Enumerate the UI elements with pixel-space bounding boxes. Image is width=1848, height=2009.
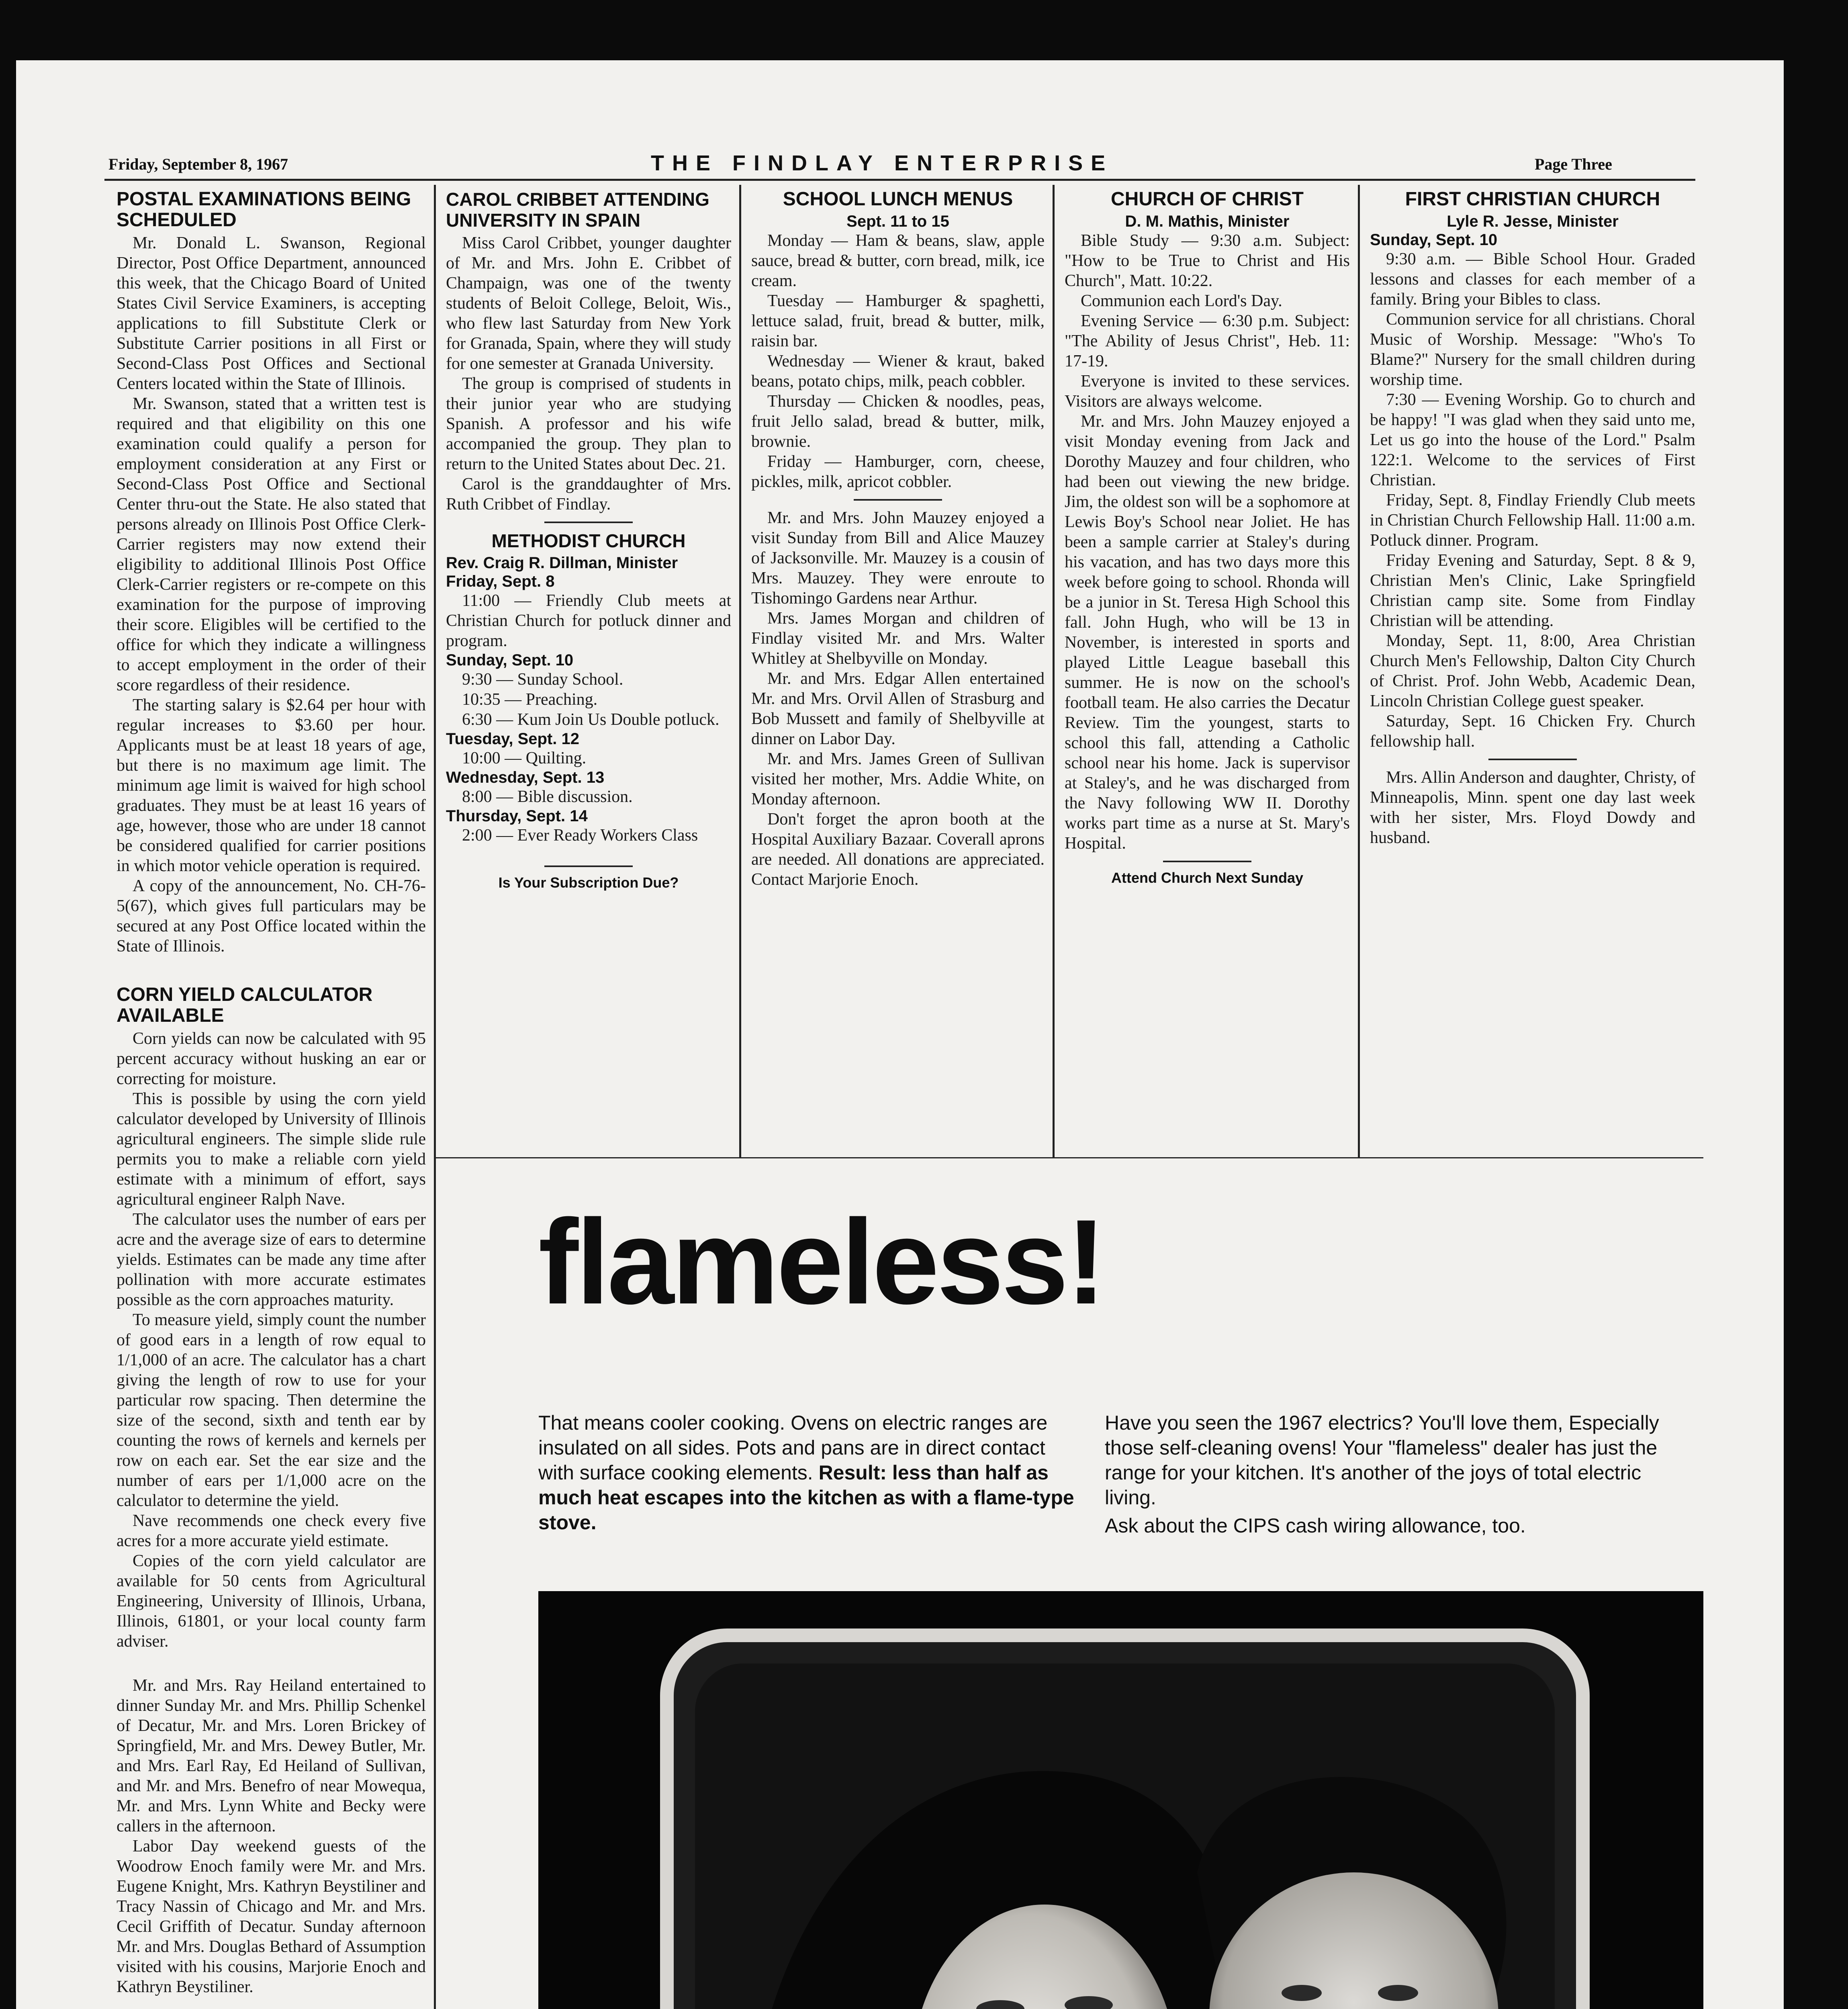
methodist-headline: METHODIST CHURCH — [491, 530, 686, 551]
column-5 — [1370, 189, 1695, 1153]
corn-para: The calculator uses the number of ears per acre and the average size of ears to determine yields. Estimates can be made any time after pollination with more accurate estimates possible as the corn approaches maturity. — [117, 1210, 426, 1309]
church-para: Everyone is invited to these services. Visitors are always welcome. — [1065, 372, 1350, 411]
column-rule — [739, 185, 741, 1157]
social-para: Labor Day weekend guests of the Woodrow Enoch family were Mr. and Mrs. Eugene Knight, Mrs. Kathryn Beystiliner and Tracy Nassin of Chicago and Mr. and Mrs. Cecil Griffith of Decatur. Sunday afternoon Mr. and Mrs. Douglas Bethard of Assumption visited with his cousins, Marjorie Enoch and Kathryn Beystiliner. — [117, 1837, 426, 1996]
column-rule — [1053, 185, 1055, 1157]
methodist-date: Wednesday, Sept. 13 — [446, 769, 605, 786]
newspaper-page — [16, 60, 1784, 2009]
menu-day: Tuesday — Hamburger & spaghetti, lettuce salad, fruit, bread & butter, milk, raisin bar. — [751, 292, 1045, 350]
column-1 — [117, 189, 426, 2009]
social-para: Mr. and Mrs. Edgar Allen entertained Mr. and Mrs. Orvil Allen of Strasburg and Bob Mussett and family of Shelbyville at dinner on Labor Day. — [751, 669, 1045, 748]
attend-church-slug: Attend Church Next Sunday — [1111, 869, 1304, 886]
church-of-christ-minister: D. M. Mathis, Minister — [1125, 213, 1290, 230]
divider — [1163, 861, 1251, 862]
carol-headline: CAROL CRIBBET ATTENDING UNIVERSITY IN SPAIN — [446, 189, 709, 231]
church-para: 9:30 a.m. — Bible School Hour. Graded lessons and classes for each member of a family. Bring your Bibles to class. — [1370, 250, 1695, 309]
methodist-date: Thursday, Sept. 14 — [446, 807, 588, 825]
church-of-christ-notes — [1065, 231, 1350, 853]
page-number: Page Three — [1535, 155, 1612, 173]
church-of-christ-headline: CHURCH OF CHRIST — [1111, 189, 1304, 210]
column-2 — [446, 189, 731, 1153]
church-para: Evening Service — 6:30 p.m. Subject: "The Ability of Jesus Christ", Heb. 11: 17-19. — [1065, 312, 1350, 370]
social-para: Mrs. James Morgan and children of Findlay visited Mr. and Mrs. Walter Whitley at Shelbyville on Monday. — [751, 609, 1045, 668]
postal-para: Mr. Donald L. Swanson, Regional Director, Post Office Department, announced this week, that the Chicago Board of United States Civil Service Examiners, is accepting applications to fill Substitute Clerk or Substitute Carrier positions in all First or Second-Class Post Offices and Sectional Centers located within the State of Illinois. — [117, 234, 426, 393]
social-para: Mr. and Mrs. John Mauzey enjoyed a visit Sunday from Bill and Alice Mauzey of Jacksonville. Mr. Mauzey is a cousin of Mrs. Mauzey. They were enroute to Tishomingo Gardens near Arthur. — [751, 509, 1045, 608]
section-rule — [434, 1157, 1703, 1158]
corn-article — [117, 1029, 426, 1651]
first-christian-notes — [1370, 249, 1695, 751]
methodist-item: 10:35 — Preaching. — [462, 690, 598, 709]
church-para: Friday, Sept. 8, Findlay Friendly Club meets in Christian Church Fellowship Hall. 11:00 a.m. Potluck dinner. Program. — [1370, 491, 1695, 550]
lunch-menu — [751, 231, 1045, 492]
church-para: Communion service for all christians. Choral Music of Worship. Message: "Who's To Blame?" Nursery for the small children during worship time. — [1370, 310, 1695, 389]
social-para: Mr. and Mrs. Ray Heiland entertained to dinner Sunday Mr. and Mrs. Phillip Schenkel of Decatur, Mr. and Mrs. Loren Brickey of Springfield, Mr. and Mrs. Dewey Butler, Mr. and Mrs. Earl Ray, Ed Heiland of Sullivan, and Mr. and Mrs. Benefro of near Mowequa, Mr. and Mrs. Lynn White and Becky were callers in the afternoon. — [117, 1676, 426, 1835]
corn-para: This is possible by using the corn yield calculator developed by University of Illinois agricultural engineers. The simple slide rule permits you to make a reliable corn yield estimate with a minimum of effort, says agricultural engineer Ralph Nave. — [117, 1090, 426, 1209]
ad-copy-para: Ask about the CIPS cash wiring allowance, too. — [1105, 1514, 1526, 1537]
divider — [544, 522, 633, 523]
column-4 — [1065, 189, 1350, 1153]
church-para: Communion each Lord's Day. — [1081, 292, 1282, 310]
first-christian-headline: FIRST CHRISTIAN CHURCH — [1405, 189, 1660, 210]
ad-copy-bold: Result: less than half as much heat escapes into the kitchen as with a flame-type stove. — [538, 1461, 1074, 1534]
postal-para: The starting salary is $2.64 per hour with regular increases to $3.60 per hour. Applicants must be at least 18 years of age, but there is no maximum age limit. The minimum age limit is waived for high school graduates. They must be at least 16 years of age, however, those who are under 18 cannot be considered qualified for carrier positions in which motor vehicle operation is required. — [117, 696, 426, 875]
postal-article — [117, 233, 426, 956]
social-para: Don't forget the apron booth at the Hospital Auxiliary Bazaar. Coverall aprons are needed. All donations are appreciated. Contact Marjorie Enoch. — [751, 810, 1045, 889]
column-rule — [1358, 185, 1360, 1157]
carol-para: Carol is the granddaughter of Mrs. Ruth Cribbet of Findlay. — [446, 475, 731, 514]
ad-copy-para: Have you seen the 1967 electrics? You'll love them, Especially those self-cleaning ovens! Your "flameless" dealer has just the range for your kitchen. It's another of the joys of total electric living. — [1105, 1412, 1659, 1509]
lunch-dates: Sept. 11 to 15 — [846, 213, 949, 230]
methodist-date: Sunday, Sept. 10 — [446, 651, 574, 669]
lunch-headline: SCHOOL LUNCH MENUS — [783, 189, 1013, 210]
carol-para: The group is comprised of students in their junior year who are studying Spanish. A professor and his wife accompanied the group. They plan to return to the United States about Dec. 21. — [446, 374, 731, 473]
methodist-item: 11:00 — Friendly Club meets at Christian Church for potluck dinner and program. — [446, 591, 731, 650]
subscription-slug: Is Your Subscription Due? — [498, 874, 679, 891]
church-para: Bible Study — 9:30 a.m. Subject: "How to be True to Christ and His Church", Matt. 10:22. — [1065, 231, 1350, 290]
first-christian-date: Sunday, Sept. 10 — [1370, 231, 1498, 249]
carol-article — [446, 233, 731, 514]
postal-headline: POSTAL EXAMINATIONS BEING SCHEDULED — [117, 189, 411, 231]
methodist-date: Friday, Sept. 8 — [446, 573, 555, 590]
ad-copy-right — [1105, 1410, 1659, 1538]
corn-para: Nave recommends one check every five acres for a more accurate yield estimate. — [117, 1512, 426, 1550]
church-para: Friday Evening and Saturday, Sept. 8 & 9, Christian Men's Clinic, Lake Springfield Christian camp site. Some from Findlay Christian will be attending. — [1370, 551, 1695, 630]
menu-day: Friday — Hamburger, corn, cheese, pickles, milk, apricot cobbler. — [751, 452, 1045, 491]
church-para: Monday, Sept. 11, 8:00, Area Christian Church Men's Fellowship, Dalton City Church of Christ. Prof. John Webb, Academic Dean, Lincoln Christian College guest speaker. — [1370, 632, 1695, 710]
methodist-minister: Rev. Craig R. Dillman, Minister — [446, 554, 678, 572]
methodist-item: 9:30 — Sunday School. — [462, 670, 623, 689]
issue-date: Friday, September 8, 1967 — [108, 155, 288, 173]
postal-para: Mr. Swanson, stated that a written test is required and that eligibility on this one examination could qualify a person for employment consideration at any First or Second-Class Post Office and Sectional Center thru-out the State. He also stated that persons already on Illinois Post Office Clerk-Carrier registers may now extend their eligibility to additional Illinois Post Office Clerk-Carrier registers or re-compete on this examination for the purpose of improving their score. Eligibles will be certified to the office for which they indicate a willingness to accept employment in the order of their score regardless of their residence. — [117, 395, 426, 694]
ad-copy-left — [538, 1410, 1077, 1535]
masthead: THE FINDLAY ENTERPRISE — [651, 151, 1114, 175]
methodist-date: Tuesday, Sept. 12 — [446, 730, 579, 748]
header-rule — [104, 179, 1695, 181]
corn-para: Corn yields can now be calculated with 95 percent accuracy without husking an ear or correcting for moisture. — [117, 1029, 426, 1088]
first-christian-minister: Lyle R. Jesse, Minister — [1447, 213, 1619, 230]
social-para: Mrs. Allin Anderson and daughter, Christy, of Minneapolis, Minn. spent one day last week with her sister, Mrs. Floyd Dowdy and husband. — [1370, 768, 1695, 847]
social-notes-1 — [117, 1676, 426, 1997]
social-notes-3 — [751, 508, 1045, 890]
methodist-item: 10:00 — Quilting. — [462, 749, 587, 767]
column-rule — [434, 185, 436, 2009]
column-3 — [751, 189, 1045, 1153]
methodist-item: 8:00 — Bible discussion. — [462, 788, 633, 806]
church-para: Mr. and Mrs. John Mauzey enjoyed a visit Monday evening from Jack and Dorothy Mauzey and four children, who had been out viewing the new bridge. Jim, the oldest son will be a sophomore at Lewis Boy's School near Joliet. He has been a sample carrier at Staley's during his vacation, and has two days more this week before going to school. Rhonda will be a junior in St. Teresa High School this fall. John Hugh, who will be 13 in November, is interested in sports and played Little League baseball this summer. He is now on the school's football team. He also carries the Decatur Review. Tim the youngest, starts to school this fall, attending a Catholic school near his home. Jack is supervisor at Staley's, and he was discharged from the Navy following WW II. Dorothy works part time as a nurse at St. Mary's Hospital. — [1065, 412, 1350, 853]
methodist-item: 6:30 — Kum Join Us Double potluck. — [462, 710, 720, 729]
corn-headline: CORN YIELD CALCULATOR AVAILABLE — [117, 984, 373, 1026]
carol-para: Miss Carol Cribbet, younger daughter of Mr. and Mrs. John E. Cribbet of Champaign, was one of the twenty students of Beloit College, Beloit, Wis., who flew last Saturday from New York for Granada, Spain, where they will study for one semester at Granada University. — [446, 234, 731, 373]
divider — [544, 865, 633, 867]
menu-day: Thursday — Chicken & noodles, peas, fruit Jello salad, bread & butter, milk, brownie. — [751, 392, 1045, 451]
ad-headline: flameless! — [538, 1194, 1104, 1329]
menu-day: Monday — Ham & beans, slaw, apple sauce, bread & butter, corn bread, milk, ice cream. — [751, 231, 1045, 290]
postal-para: A copy of the announcement, No. CH-76-5(67), which gives full particulars may be secured at any Post Office located within the State of Illinois. — [117, 877, 426, 955]
cips-advertisement — [442, 1169, 1703, 2009]
ad-copy-plain: That means cooler cooking. Ovens on electric ranges are insulated on all sides. Pots and pans are in direct contact with surface cooking elements. — [538, 1412, 1048, 1484]
church-para: 7:30 — Evening Worship. Go to church and be happy! "I was glad when they said unto me, Let us go into the house of the Lord." Psalm 122:1. Welcome to the services of First Christian. — [1370, 391, 1695, 489]
divider — [854, 499, 942, 501]
corn-para: Copies of the corn yield calculator are available for 50 cents from Agricultural Engineering, University of Illinois, Urbana, Illinois, 61801, or your local county farm adviser. — [117, 1552, 426, 1651]
methodist-item: 2:00 — Ever Ready Workers Class — [462, 826, 698, 845]
menu-day: Wednesday — Wiener & kraut, baked beans, potato chips, milk, peach cobbler. — [751, 352, 1045, 391]
photo-illustration — [538, 1591, 1703, 2009]
divider — [1488, 759, 1577, 760]
social-para: Mr. and Mrs. James Green of Sullivan visited her mother, Mrs. Addie White, on Monday afternoon. — [751, 750, 1045, 808]
ad-photo — [538, 1591, 1703, 2009]
church-para: Saturday, Sept. 16 Chicken Fry. Church fellowship hall. — [1370, 712, 1695, 751]
corn-para: To measure yield, simply count the number of good ears in a length of row equal to 1/1,000 of an acre. The calculator has a chart giving the length of row to use for your particular row spacing. Then determine the size of the second, sixth and tenth ear by counting the rows of kernels and kernels per row on each ear. Set the ear size and the number of ears per 1/1,000 acre on the calculator to determine the yield. — [117, 1311, 426, 1510]
